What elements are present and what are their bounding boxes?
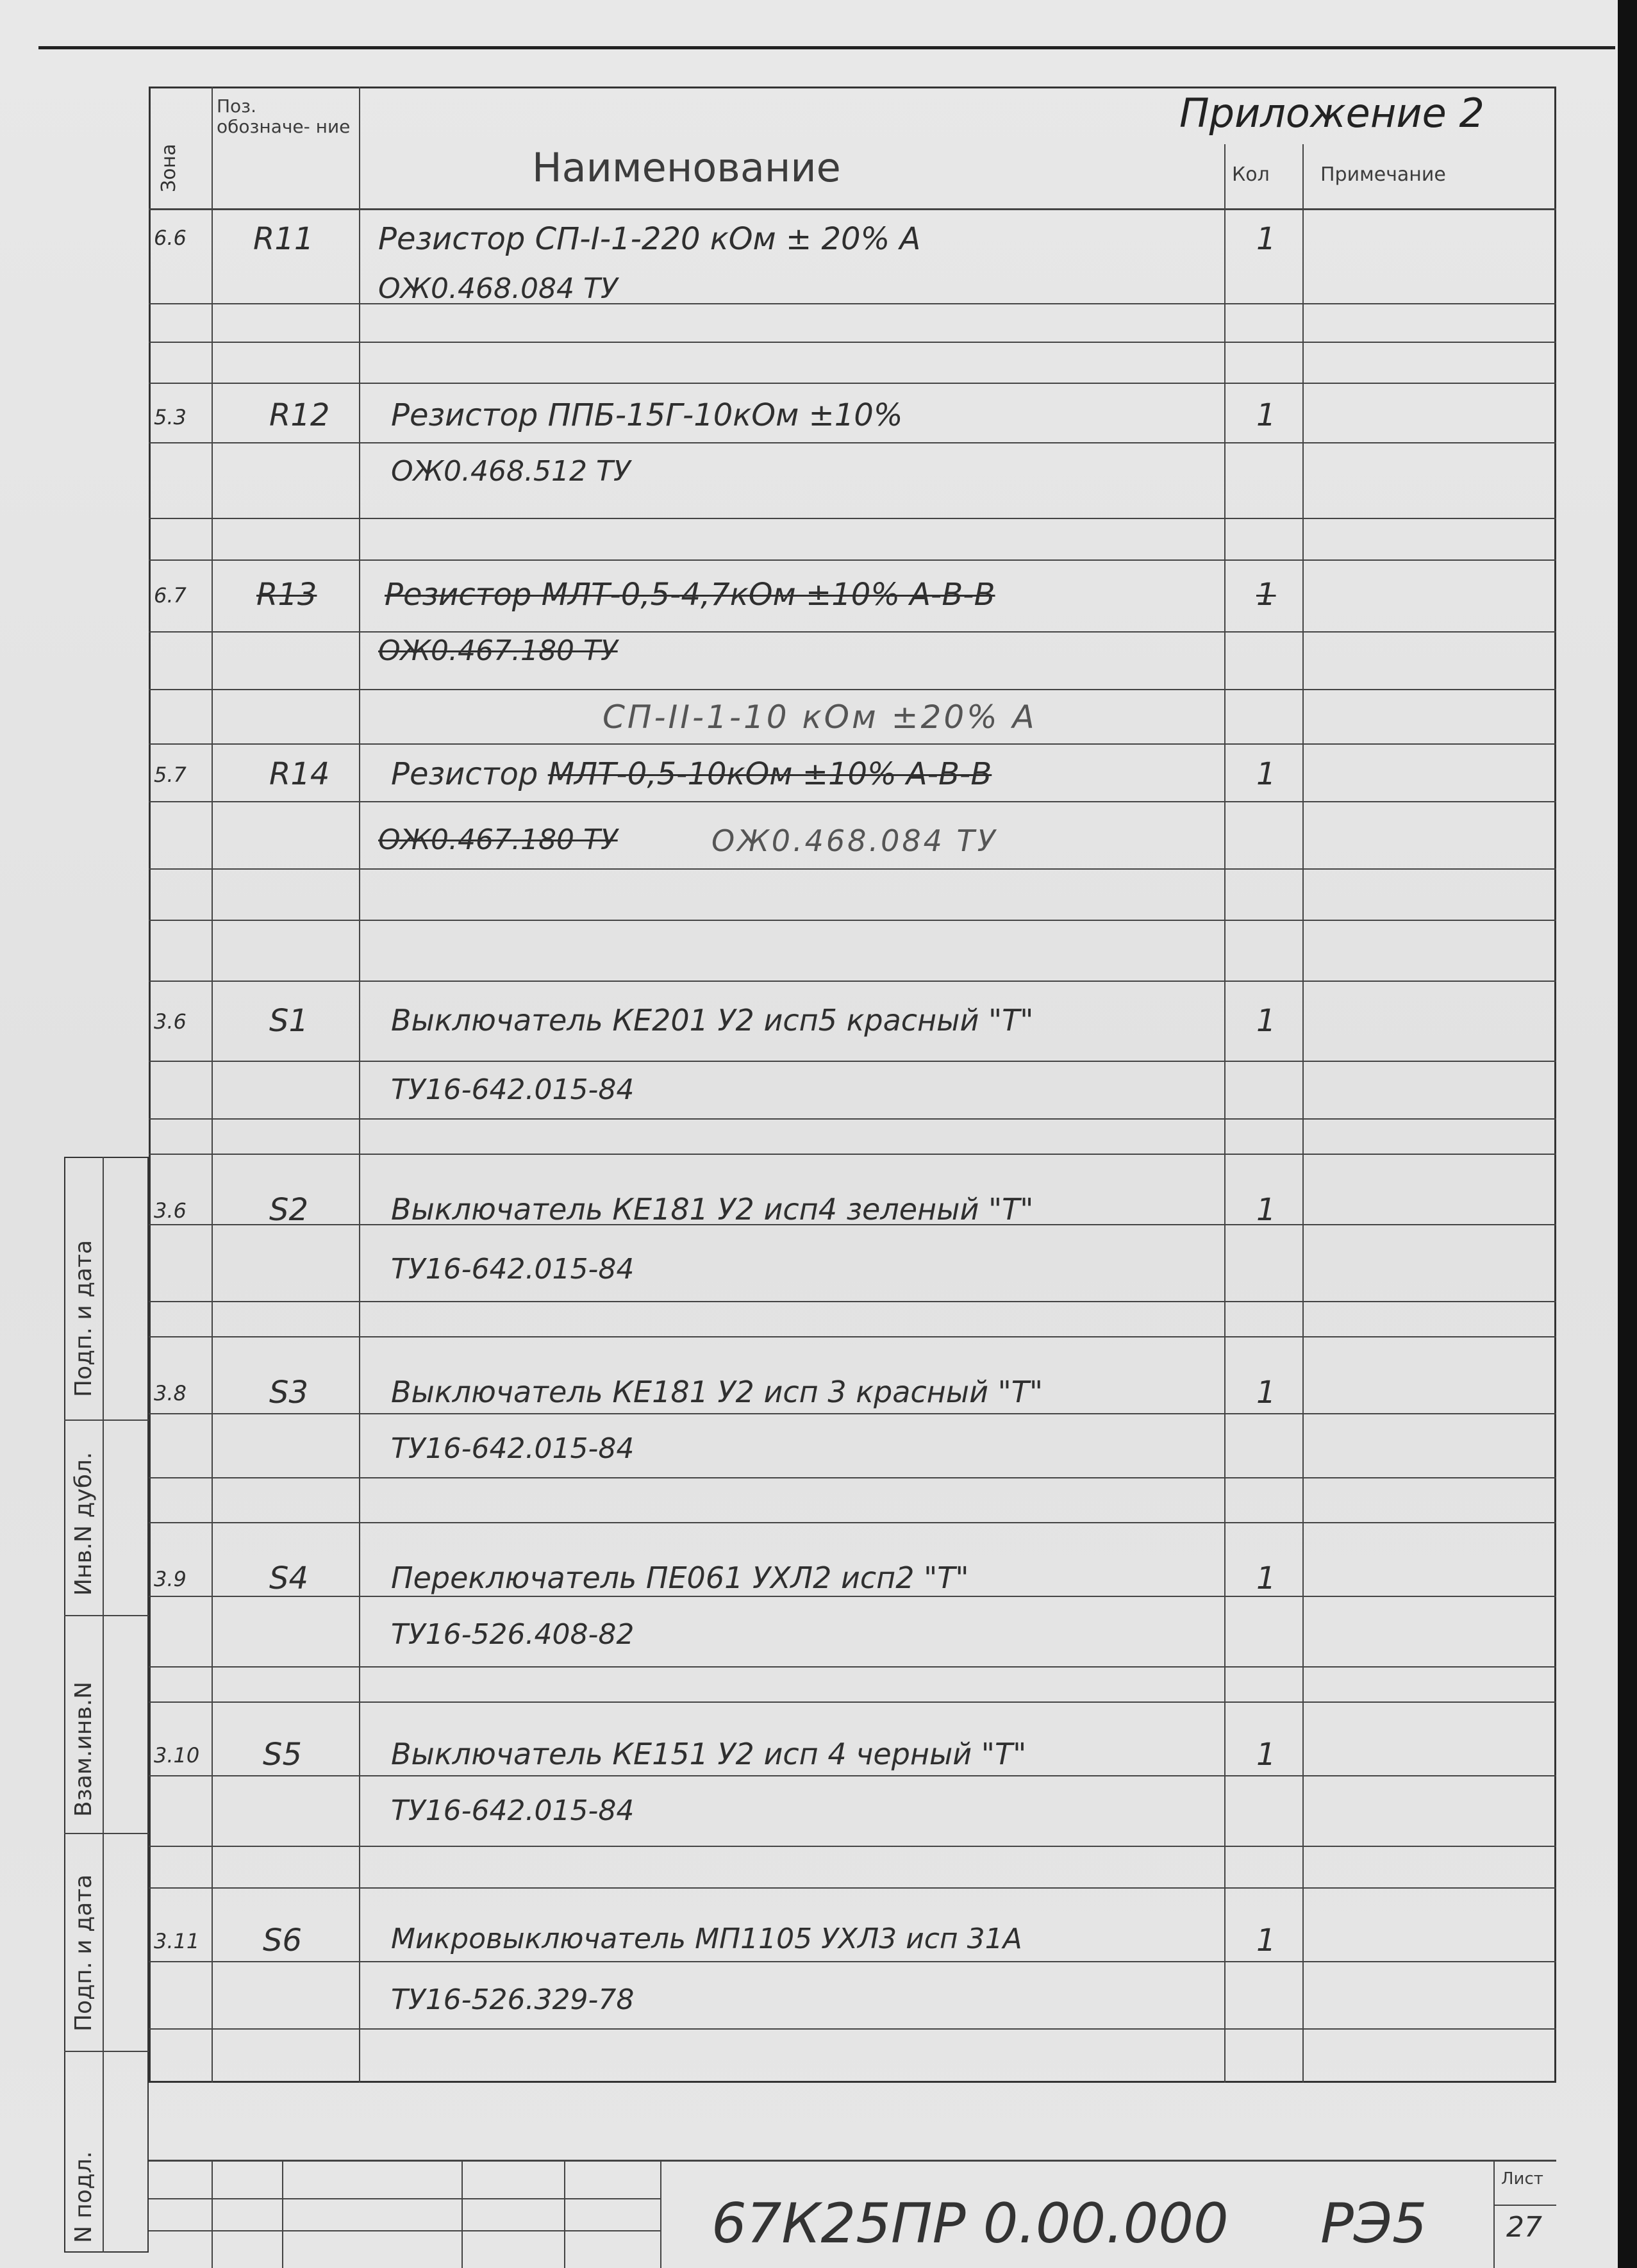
row-spec: ТУ16-526.408-82 [391,1618,635,1651]
row-line [149,1413,1556,1414]
row-position: S1 [269,1003,309,1039]
row-line [149,1596,1556,1597]
title-block-divider [461,2160,463,2268]
row-zone: 6.7 [154,583,187,608]
sidebar-line [64,1615,149,1616]
row-spec: ТУ16-642.015-84 [391,1794,635,1827]
row-name: Резистор ППБ-15Г-10кОм ±10% [391,397,903,433]
row-line [149,1154,1556,1155]
row-line [149,1118,1556,1120]
row-line [149,1336,1556,1337]
sidebar-line [64,1833,149,1834]
row-zone: 3.6 [154,1009,187,1034]
row-line [149,743,1556,745]
row-line [149,1061,1556,1062]
header-qty: Кол [1232,163,1270,186]
row-line [149,868,1556,870]
row-zone: 3.9 [154,1567,187,1591]
row-quantity: 1 [1256,577,1276,613]
row-zone: 3.8 [154,1381,187,1405]
title-block-divider [212,2160,213,2268]
row-line [149,801,1556,802]
row-quantity: 1 [1256,221,1276,257]
sidebar-label-replace-inv: Взам.инв.N [71,1681,97,1817]
row-quantity: 1 [1256,1375,1276,1411]
row-name: Резистор МЛТ-0,5-4,7кОм ±10% А-В-В [385,577,995,613]
row-spec: ТУ16-642.015-84 [391,1073,635,1106]
sidebar-label-sign-date-2: Подп. и дата [71,1874,97,2032]
row-spec: ТУ16-642.015-84 [391,1253,635,1286]
row-line [149,920,1556,921]
header-note: Примечание [1320,163,1446,186]
title-block-line [149,2198,661,2199]
appendix-label: Приложение 2 [1179,90,1484,137]
row-quantity: 1 [1256,1003,1276,1039]
row-quantity: 1 [1256,1923,1276,1958]
row-spec: ОЖ0.468.084 ТУ [378,272,618,305]
title-block-line [1493,2205,1556,2206]
title-block-divider [564,2160,565,2268]
row-position: R12 [269,397,330,433]
row-quantity: 1 [1256,397,1276,433]
row-zone: 3.10 [154,1743,200,1767]
row-line [149,1961,1556,1962]
sidebar-label-dup-inv: Инв.N дубл. [71,1452,97,1596]
row-position: R14 [269,756,330,792]
col-divider [212,87,213,2083]
row-line [149,981,1556,982]
row-position: S3 [269,1375,309,1411]
row-name: Выключатель КЕ151 У2 исп 4 черный "Т" [391,1737,1027,1771]
row-name: Выключатель КЕ181 У2 исп 3 красный "Т" [391,1375,1043,1409]
row-position: S4 [269,1560,309,1596]
document-type: РЭ5 [1320,2192,1427,2256]
title-block-divider [1493,2160,1495,2268]
sheet-label: Лист [1501,2169,1543,2189]
document-code: 67К25ПР 0.00.000 [711,2192,1229,2256]
row-quantity: 1 [1256,1737,1276,1773]
sidebar-divider [103,1157,104,2253]
col-divider [1224,144,1226,2083]
sidebar-line [64,1420,149,1421]
row-zone: 5.3 [154,405,187,429]
title-block-divider [282,2160,283,2268]
sidebar-label-original-no: N подл. [71,2151,97,2243]
row-name: Выключатель КЕ181 У2 исп4 зеленый "Т" [391,1192,1034,1227]
top-border-line [38,46,1615,49]
row-position: S2 [269,1192,309,1228]
row-line [149,442,1556,443]
row-name [391,756,992,792]
title-block-divider [660,2160,661,2268]
row-name: Переключатель ПЕ061 УХЛ2 исп2 "Т" [391,1560,969,1595]
row-zone: 3.11 [154,1929,200,1953]
row-line [149,1846,1556,1847]
row-name: Микровыключатель МП1105 УХЛ3 исп 31А [391,1923,1022,1955]
row-line [149,1775,1556,1776]
row-position: S6 [263,1923,303,1958]
title-block-line [149,2160,1556,2162]
row-line [149,689,1556,690]
row-position: R11 [253,221,314,257]
row-quantity: 1 [1256,1560,1276,1596]
col-divider [1302,144,1304,2083]
row-line [149,2028,1556,2030]
row-line [149,342,1556,343]
r14-correction-spec: ОЖ0.468.084 ТУ [711,824,998,858]
header-position: Поз. обозначе- ние [217,95,351,137]
sidebar-line [64,2051,149,2052]
row-line [149,1477,1556,1478]
header-name: Наименование [532,144,841,191]
row-line [149,383,1556,384]
row-quantity: 1 [1256,1192,1276,1228]
row-spec: ОЖ0.468.512 ТУ [391,455,631,488]
row-line [149,1887,1556,1889]
row-spec: ТУ16-642.015-84 [391,1432,635,1465]
row-zone: 5.7 [154,763,187,787]
sheet-number: 27 [1506,2211,1542,2244]
row-zone: 3.6 [154,1198,187,1223]
header-line [149,208,1556,210]
col-divider [359,87,360,2083]
row-name-struck: МЛТ-0,5-10кОм ±10% А-В-В [547,756,992,792]
scan-edge-shadow [1618,0,1637,2268]
row-spec: ОЖ0.467.180 ТУ [378,634,618,667]
row-line [149,1701,1556,1703]
row-name: Выключатель КЕ201 У2 исп5 красный "Т" [391,1003,1034,1038]
row-zone: 6.6 [154,226,187,250]
title-block-line [149,2230,661,2231]
row-spec: ОЖ0.467.180 ТУ [378,824,618,856]
row-line [149,1301,1556,1302]
row-spec: ТУ16-526.329-78 [391,1983,635,2016]
row-position: R13 [256,577,317,613]
row-position: S5 [263,1737,303,1773]
row-name: Резистор СП-I-1-220 кОм ± 20% А [378,221,921,257]
row-quantity: 1 [1256,756,1276,792]
sidebar-label-sign-date: Подп. и дата [71,1239,97,1397]
row-line [149,1522,1556,1523]
row-name-prefix: Резистор [391,756,548,792]
row-line [149,518,1556,519]
row-line [149,1666,1556,1668]
header-zone: Зона [158,144,180,192]
row-line [149,559,1556,561]
row-line [149,303,1556,304]
row-line [149,631,1556,633]
r14-correction-name: СП-II-1-10 кОм ±20% А [602,699,1037,736]
